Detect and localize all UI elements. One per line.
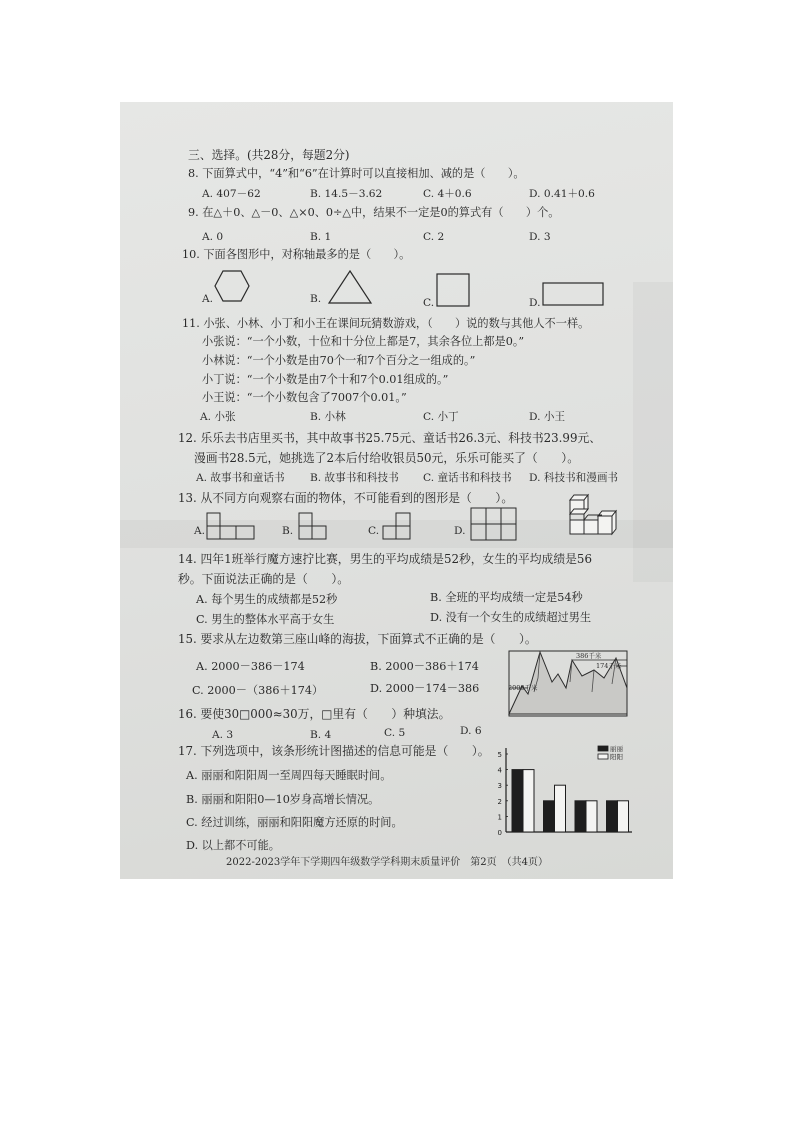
q13-option-a[interactable]: A. bbox=[194, 525, 206, 537]
q13-option-c[interactable]: C. bbox=[368, 525, 380, 537]
q10-option-a[interactable]: A. bbox=[202, 293, 214, 305]
mountain-figure bbox=[508, 648, 630, 718]
q8-option-a[interactable]: A. 407－62 bbox=[202, 188, 261, 200]
square-icon bbox=[436, 273, 470, 307]
y-tick-label: 2 bbox=[497, 797, 502, 806]
q12-option-c[interactable]: C. 童话书和科技书 bbox=[423, 472, 512, 484]
q9-option-b[interactable]: B. 1 bbox=[310, 231, 332, 243]
q10-stem: 10. 下面各图形中，对称轴最多的是（ ）。 bbox=[182, 248, 411, 261]
q15-option-a[interactable]: A. 2000－386－174 bbox=[196, 660, 305, 673]
q8-stem: 8. 下面算式中，“4”和“6”在计算时可以直接相加、减的是（ ）。 bbox=[188, 167, 525, 180]
q17-option-b[interactable]: B. 丽丽和阳阳0—10岁身高增长情况。 bbox=[186, 793, 380, 806]
triangle-icon bbox=[328, 270, 372, 304]
mountain-label-2000: 2000千米 bbox=[508, 684, 538, 692]
q11-option-d[interactable]: D. 小王 bbox=[529, 411, 566, 423]
q8-option-d[interactable]: D. 0.41＋0.6 bbox=[529, 188, 595, 200]
view-figure-d-icon bbox=[470, 507, 518, 541]
bar-yangyang-3 bbox=[586, 801, 597, 832]
stacked-cubes-icon bbox=[566, 492, 628, 540]
q16-option-c[interactable]: C. 5 bbox=[384, 727, 406, 739]
q8-option-b[interactable]: B. 14.5－3.62 bbox=[310, 188, 383, 200]
view-figure-b-icon bbox=[298, 512, 328, 540]
q12-option-a[interactable]: A. 故事书和童话书 bbox=[196, 472, 285, 484]
q11-stem: 11. 小张、小林、小丁和小王在课间玩猜数游戏，（ ）说的数与其他人不一样。 bbox=[182, 317, 590, 330]
q14-option-b[interactable]: B. 全班的平均成绩一定是54秒 bbox=[430, 591, 583, 604]
y-tick-label: 5 bbox=[497, 751, 502, 759]
q17-option-c[interactable]: C. 经过训练，丽丽和阳阳魔方还原的时间。 bbox=[186, 816, 403, 829]
q17-option-a[interactable]: A. 丽丽和阳阳周一至周四每天睡眠时间。 bbox=[186, 769, 392, 782]
q13-option-d[interactable]: D. bbox=[454, 525, 466, 537]
rectangle-icon bbox=[542, 282, 604, 306]
q11-say-ding: 小丁说：“一个小数是由7个十和7个0.01组成的。” bbox=[202, 373, 449, 386]
view-figure-a-icon bbox=[206, 512, 256, 540]
bar-lili-2 bbox=[544, 801, 555, 832]
q16-option-d[interactable]: D. 6 bbox=[460, 725, 482, 737]
page-footer: 2022-2023学年下学期四年级数学学科期末质量评价 第2页 （共4页） bbox=[226, 857, 549, 868]
q9-option-c[interactable]: C. 2 bbox=[423, 231, 445, 243]
legend-label: 丽丽 bbox=[610, 745, 623, 753]
q12-option-b[interactable]: B. 故事书和科技书 bbox=[310, 472, 399, 484]
q14-option-a[interactable]: A. 每个男生的成绩都是52秒 bbox=[196, 593, 338, 606]
q8-option-c[interactable]: C. 4＋0.6 bbox=[423, 188, 472, 200]
q17-stem: 17. 下列选项中，该条形统计图描述的信息可能是（ ）。 bbox=[178, 744, 490, 758]
y-tick-label: 4 bbox=[497, 766, 502, 775]
q17-option-d[interactable]: D. 以上都不可能。 bbox=[186, 839, 280, 852]
q14-stem-line2: 秒。下面说法正确的是（ ）。 bbox=[178, 572, 350, 586]
q11-option-c[interactable]: C. 小丁 bbox=[423, 411, 459, 423]
q9-option-a[interactable]: A. 0 bbox=[202, 231, 224, 243]
q16-stem: 16. 要使30□000≈30万，□里有（ ）种填法。 bbox=[178, 707, 451, 721]
bar-yangyang-1 bbox=[523, 770, 534, 832]
mountain-label-174: 174千米 bbox=[596, 662, 622, 670]
q9-stem: 9. 在△＋0、△－0、△×0、0÷△中，结果不一定是0的算式有（ ）个。 bbox=[188, 206, 560, 219]
bar-lili-1 bbox=[512, 770, 523, 832]
q14-option-c[interactable]: C. 男生的整体水平高于女生 bbox=[196, 613, 335, 626]
bar-lili-4 bbox=[607, 801, 618, 832]
q14-stem-line1: 14. 四年1班举行魔方速拧比赛，男生的平均成绩是52秒，女生的平均成绩是56 bbox=[178, 552, 592, 566]
bar-lili-3 bbox=[575, 801, 586, 832]
q16-option-a[interactable]: A. 3 bbox=[212, 729, 234, 741]
view-figure-c-icon bbox=[382, 512, 412, 540]
y-tick-label: 3 bbox=[497, 782, 502, 791]
q12-stem-line1: 12. 乐乐去书店里买书，其中故事书25.75元、童话书26.3元、科技书23.99元、 bbox=[178, 431, 602, 445]
q9-option-d[interactable]: D. 3 bbox=[529, 231, 551, 243]
q10-option-d[interactable]: D. bbox=[529, 297, 541, 309]
bar-chart bbox=[494, 742, 644, 838]
hexagon-icon bbox=[214, 270, 250, 302]
page-shadow bbox=[633, 282, 673, 582]
q16-option-b[interactable]: B. 4 bbox=[310, 729, 332, 741]
y-tick-label: 0 bbox=[497, 829, 502, 837]
mountain-label-386: 386千米 bbox=[576, 652, 602, 660]
q11-say-wang: 小王说：“一个小数包含了7007个0.01。” bbox=[202, 391, 407, 404]
q12-option-d[interactable]: D. 科技书和漫画书 bbox=[529, 472, 619, 484]
bar-yangyang-4 bbox=[618, 801, 629, 832]
bar-yangyang-2 bbox=[555, 785, 566, 832]
q15-option-b[interactable]: B. 2000－386＋174 bbox=[370, 660, 479, 673]
legend-swatch bbox=[598, 746, 608, 751]
q15-option-c[interactable]: C. 2000－（386＋174） bbox=[192, 684, 324, 697]
legend-label: 阳阳 bbox=[610, 753, 623, 761]
q10-option-b[interactable]: B. bbox=[310, 293, 322, 305]
section-title: 三、选择。(共28分，每题2分) bbox=[188, 148, 350, 162]
q10-option-c[interactable]: C. bbox=[423, 297, 435, 309]
q13-option-b[interactable]: B. bbox=[282, 525, 294, 537]
q15-stem: 15. 要求从左边数第三座山峰的海拔，下面算式不正确的是（ ）。 bbox=[178, 632, 537, 646]
q15-option-d[interactable]: D. 2000－174－386 bbox=[370, 682, 480, 695]
legend-swatch bbox=[598, 754, 608, 759]
q12-stem-line2: 漫画书28.5元，她挑选了2本后付给收银员50元，乐乐可能买了（ ）。 bbox=[194, 451, 579, 465]
q13-stem: 13. 从不同方向观察右面的物体，不可能看到的图形是（ ）。 bbox=[178, 491, 514, 505]
q11-say-lin: 小林说：“一个小数是由70个一和7个百分之一组成的。” bbox=[202, 354, 476, 367]
q14-option-d[interactable]: D. 没有一个女生的成绩超过男生 bbox=[430, 611, 592, 624]
exam-page bbox=[120, 102, 673, 879]
y-tick-label: 1 bbox=[497, 813, 502, 822]
q11-option-b[interactable]: B. 小林 bbox=[310, 411, 346, 423]
q11-say-zhang: 小张说：“一个小数，十位和十分位上都是7，其余各位上都是0。” bbox=[202, 335, 525, 348]
q11-option-a[interactable]: A. 小张 bbox=[200, 411, 236, 423]
